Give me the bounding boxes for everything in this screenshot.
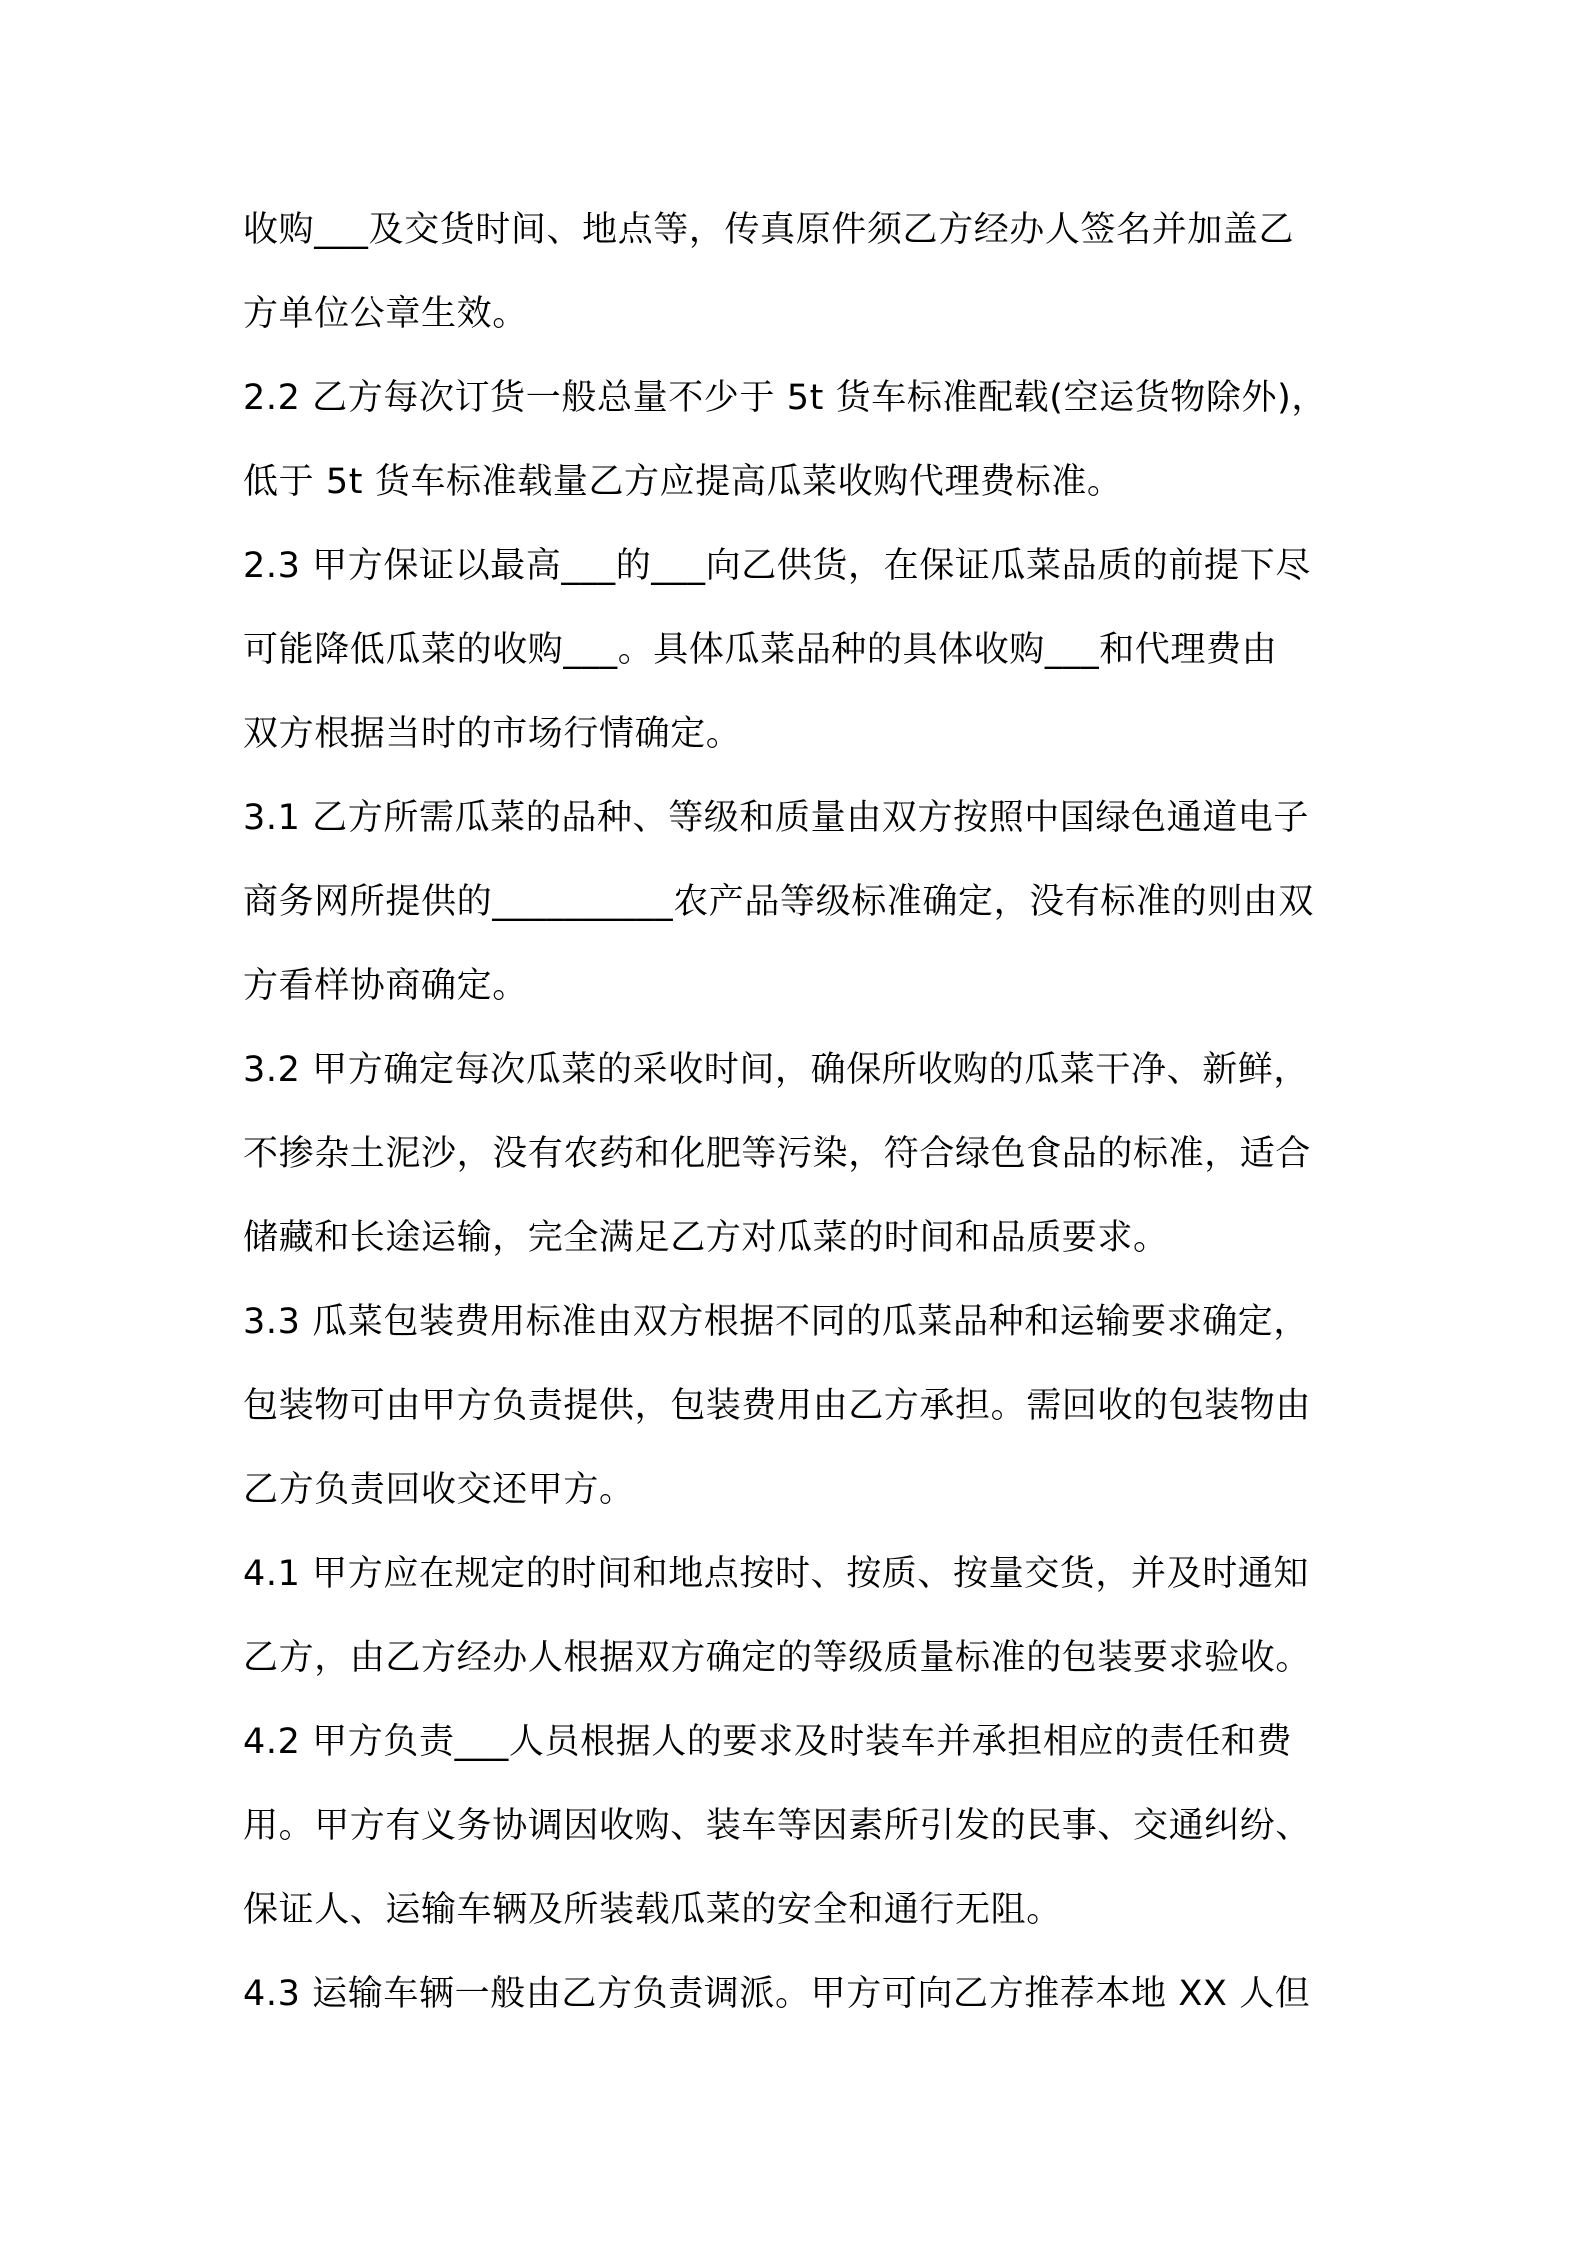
text-line: 乙方负责回收交还甲方。 <box>243 1470 635 1510</box>
text-line: 用。甲方有义务协调因收购、装车等因素所引发的民事、交通纠纷、 <box>243 1806 1312 1846</box>
text-line: 2.3 甲方保证以最高___的___向乙供货，在保证瓜菜品质的前提下尽 <box>243 546 1311 586</box>
text-line: 3.2 甲方确定每次瓜菜的采收时间，确保所收购的瓜菜干净、新鲜， <box>243 1050 1309 1090</box>
text-line: 3.3 瓜菜包装费用标准由双方根据不同的瓜菜品种和运输要求确定， <box>243 1302 1309 1342</box>
text-line: 2.2 乙方每次订货一般总量不少于 5t 货车标准配载(空运货物除外)， <box>243 378 1327 418</box>
text-line: 4.1 甲方应在规定的时间和地点按时、按质、按量交货，并及时通知 <box>243 1554 1309 1594</box>
text-line: 乙方，由乙方经办人根据双方确定的等级质量标准的包装要求验收。 <box>243 1638 1312 1678</box>
text-line: 低于 5t 货车标准载量乙方应提高瓜菜收购代理费标准。 <box>243 462 1123 502</box>
text-line: 包装物可由甲方负责提供，包装费用由乙方承担。需回收的包装物由 <box>243 1386 1312 1426</box>
text-line: 4.2 甲方负责___人员根据人的要求及时装车并承担相应的责任和费 <box>243 1722 1293 1762</box>
text-line: 可能降低瓜菜的收购___。具体瓜菜品种的具体收购___和代理费由 <box>243 630 1278 670</box>
text-line: 方看样协商确定。 <box>243 966 528 1006</box>
text-line: 不掺杂土泥沙，没有农药和化肥等污染，符合绿色食品的标准，适合 <box>243 1134 1312 1174</box>
text-line: 保证人、运输车辆及所装载瓜菜的安全和通行无阻。 <box>243 1890 1062 1930</box>
text-line: 储藏和长途运输，完全满足乙方对瓜菜的时间和品质要求。 <box>243 1218 1169 1258</box>
text-line: 方单位公章生效。 <box>243 294 528 334</box>
text-line: 3.1 乙方所需瓜菜的品种、等级和质量由双方按照中国绿色通道电子 <box>243 798 1309 838</box>
text-line: 双方根据当时的市场行情确定。 <box>243 714 742 754</box>
text-line: 收购___及交货时间、地点等，传真原件须乙方经办人签名并加盖乙 <box>243 210 1295 250</box>
text-line: 4.3 运输车辆一般由乙方负责调派。甲方可向乙方推荐本地 XX 人但 <box>243 1974 1311 2014</box>
document-body <box>243 188 1363 2036</box>
text-line: 商务网所提供的__________农产品等级标准确定，没有标准的则由双 <box>243 882 1315 922</box>
